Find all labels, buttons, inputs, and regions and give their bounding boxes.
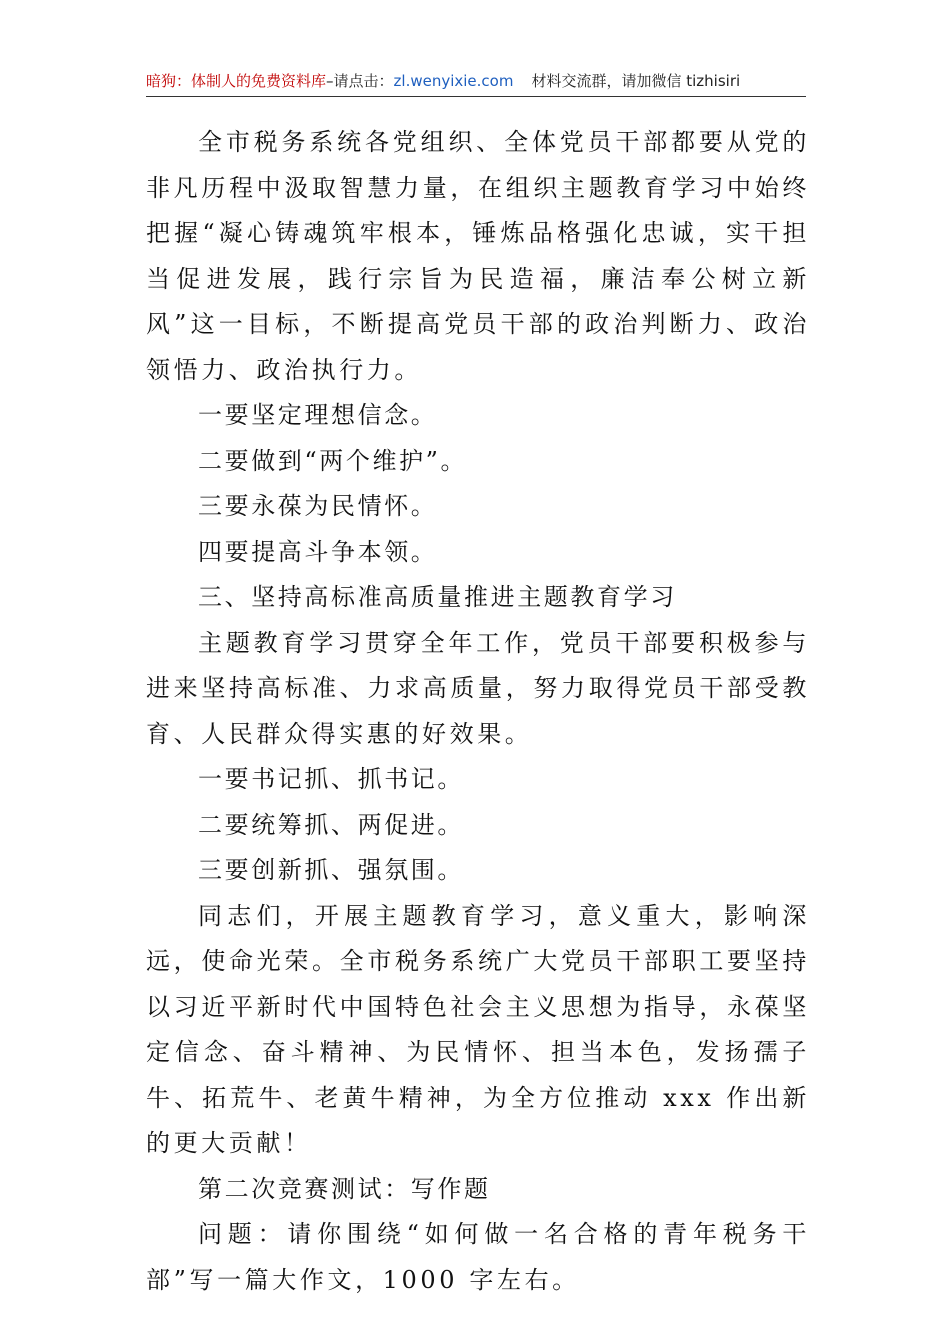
section-heading: 第二次竞赛测试：写作题 [198, 1174, 491, 1203]
paragraph-question: 问题：请你围绕“如何做一名合格的青年税务干部”写一篇大作文，1000 字左右。 [146, 1220, 810, 1294]
list-item: 一要坚定理想信念。 [198, 401, 438, 429]
document-body [146, 120, 810, 1303]
list-item: 三要永葆为民情怀。 [198, 492, 438, 520]
header-group-note: 材料交流群，请加微信 tizhisiri [531, 72, 741, 90]
header-click-prompt: –请点击： [326, 72, 394, 90]
paragraph-conclusion: 同志们，开展主题教育学习，意义重大，影响深远，使命光荣。全市税务系统广大党员干部职工要坚持以习近平新时代中国特色社会主义思想为指导，永葆坚定信念、奋斗精神、为民情怀、担当本色，发扬孺子牛、拓荒牛、老黄牛精神，为全方位推动 xxx 作出新的更大贡献！ [146, 901, 810, 1157]
list-item: 三要创新抓、强氛围。 [198, 856, 464, 884]
list-item: 一要书记抓、抓书记。 [198, 765, 464, 793]
paragraph-theme-study: 主题教育学习贯穿全年工作，党员干部要积极参与进来坚持高标准、力求高质量，努力取得党员干部受教育、人民群众得实惠的好效果。 [146, 628, 810, 748]
page-header [146, 70, 806, 97]
list-item: 二要统筹抓、两促进。 [198, 810, 464, 839]
section-heading: 三、坚持高标准高质量推进主题教育学习 [198, 583, 677, 611]
paragraph-intro: 全市税务系统各党组织、全体党员干部都要从党的非凡历程中汲取智慧力量，在组织主题教育学习中始终把握“凝心铸魂筑牢根本，锤炼品格强化忠诚，实干担当促进发展，践行宗旨为民造福，廉洁奉公树立新风”这一目标，不断提高党员干部的政治判断力、政治领悟力、政治执行力。 [146, 128, 810, 384]
list-item: 二要做到“两个维护”。 [198, 446, 468, 475]
header-brand-text: 暗狗：体制人的免费资料库 [146, 72, 327, 90]
header-url-link[interactable]: zl.wenyixie.com [393, 72, 514, 90]
list-item: 四要提高斗争本领。 [198, 537, 438, 566]
